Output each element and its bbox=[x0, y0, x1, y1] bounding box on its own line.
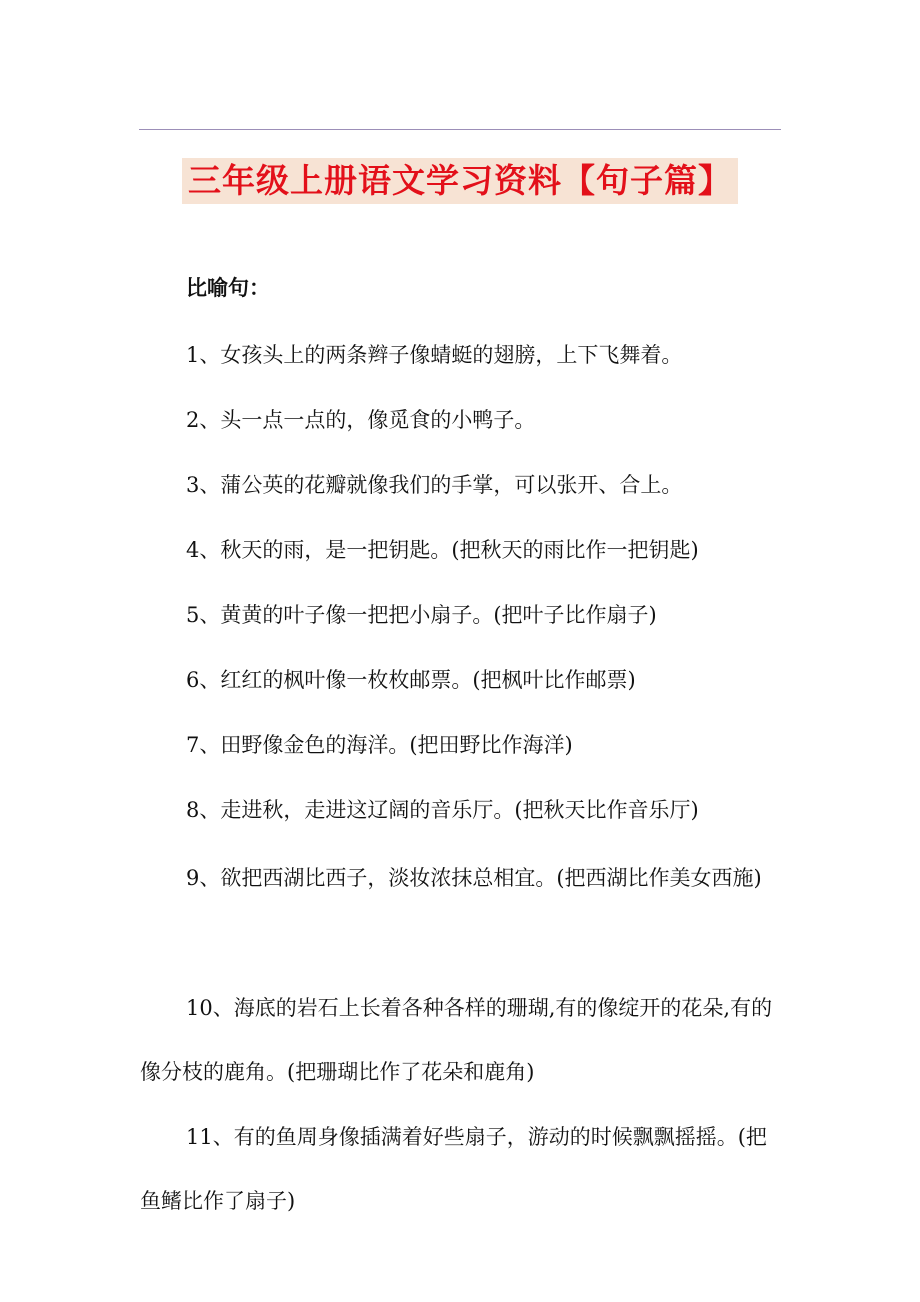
list-item: 11、有的鱼周身像插满着好些扇子，游动的时候飘飘摇摇。(把鱼鳍比作了扇子) bbox=[140, 1125, 767, 1213]
list-item: 5、黄黄的叶子像一把把小扇子。(把叶子比作扇子) bbox=[186, 603, 657, 627]
document-title: 三年级上册语文学习资料【句子篇】 bbox=[182, 158, 738, 204]
list-item: 3、蒲公英的花瓣就像我们的手掌，可以张开、合上。 bbox=[186, 473, 683, 497]
header-rule bbox=[139, 129, 781, 130]
section-heading: 比喻句： bbox=[186, 275, 270, 300]
list-item: 9、欲把西湖比西子，淡妆浓抹总相宜。(把西湖比作美女西施) bbox=[186, 866, 762, 890]
list-item: 1、女孩头上的两条辫子像蜻蜓的翅膀，上下飞舞着。 bbox=[186, 343, 683, 367]
list-item: 2、头一点一点的，像觅食的小鸭子。 bbox=[186, 408, 536, 432]
list-item: 7、田野像金色的海洋。(把田野比作海洋) bbox=[186, 733, 573, 757]
title-container bbox=[0, 158, 920, 204]
list-item: 10、海底的岩石上长着各种各样的珊瑚,有的像绽开的花朵,有的像分枝的鹿角。(把珊瑚比作了花朵和鹿角) bbox=[140, 996, 773, 1084]
list-item: 6、红红的枫叶像一枚枚邮票。(把枫叶比作邮票) bbox=[186, 668, 636, 692]
list-item: 4、秋天的雨，是一把钥匙。(把秋天的雨比作一把钥匙) bbox=[186, 538, 699, 562]
list-item: 8、走进秋，走进这辽阔的音乐厅。(把秋天比作音乐厅) bbox=[186, 798, 699, 822]
